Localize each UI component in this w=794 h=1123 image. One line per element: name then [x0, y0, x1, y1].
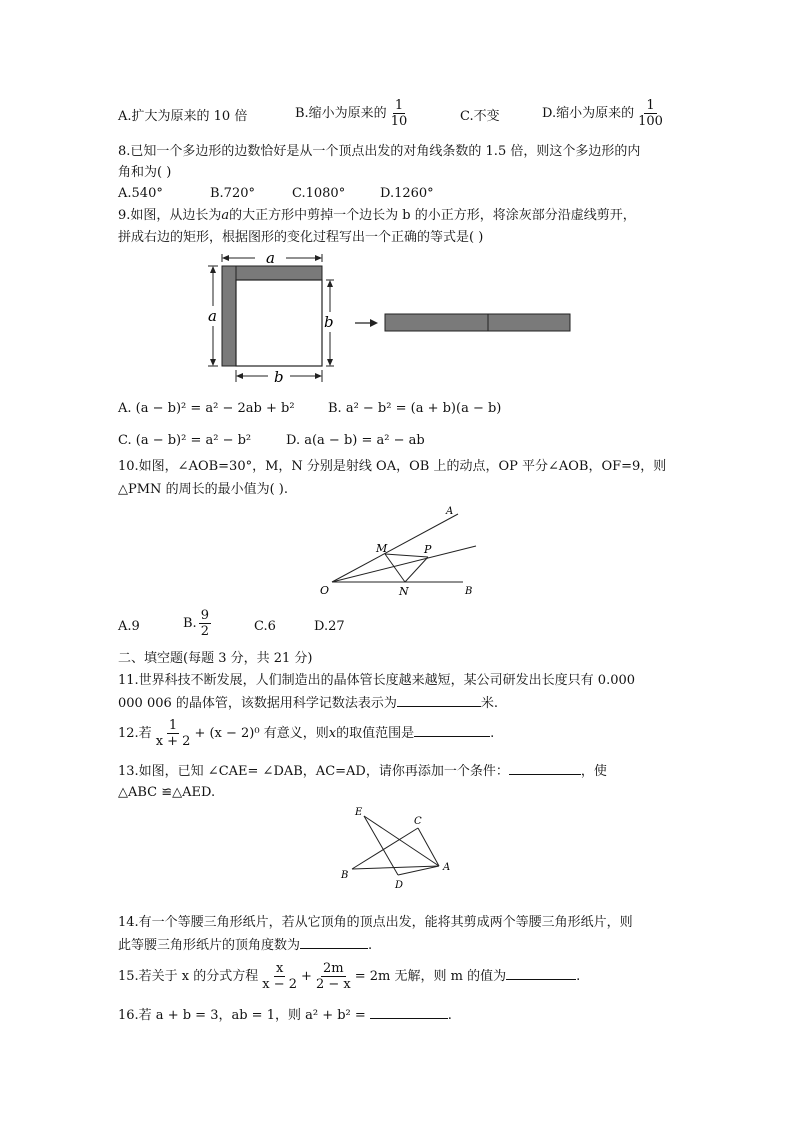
- q9-label-a-left: a: [208, 307, 217, 325]
- q10-stem-line1: 10.如图，∠AOB=30°，M，N 分别是射线 OA，OB 上的动点，OP 平分∠AOB，OF=9，则: [118, 459, 667, 474]
- fraction-numerator: 9: [200, 608, 209, 623]
- q12-expression: + (x − 2)⁰ 有意义，则: [194, 726, 329, 741]
- q10-angle-figure: [318, 502, 488, 602]
- transform-arrow-icon: [370, 319, 378, 327]
- q9-label-b-right: b: [324, 313, 334, 331]
- q9-variable-a: a: [221, 208, 230, 223]
- q9-stem-line2: 拼成右边的矩形，根据图形的变化过程写出一个正确的等式是( ): [118, 230, 484, 245]
- q15-stem-text: 15.若关于 x 的分式方程: [118, 969, 259, 984]
- segment-mp: [385, 554, 428, 557]
- q12-stem: [118, 718, 494, 749]
- arrow-down-icon: [210, 359, 216, 366]
- fraction-denominator: 100: [638, 114, 663, 129]
- fraction-numerator: 2m: [323, 961, 344, 976]
- q10-option-b: [183, 608, 213, 639]
- q7-option-b-fraction: [389, 98, 410, 129]
- q11-unit: 米.: [480, 696, 499, 711]
- fraction-numerator: 1: [646, 98, 655, 113]
- q9-gray-strip-left: [222, 266, 236, 366]
- q11-answer-blank[interactable]: [397, 694, 481, 707]
- arrow-up-icon: [210, 266, 216, 273]
- q12-answer-blank[interactable]: [414, 724, 490, 737]
- q10-option-b-fraction: [199, 608, 211, 639]
- q8-option-b: B.720°: [210, 186, 255, 201]
- segment-ca: [418, 828, 439, 866]
- point-label-d: D: [395, 880, 404, 891]
- q11-stem-line2: [118, 694, 498, 713]
- fraction-denominator: 10: [390, 114, 408, 129]
- arrow-right-icon: [315, 255, 322, 261]
- ray-oa: [332, 514, 458, 582]
- q10-option-c: C.6: [254, 619, 276, 634]
- point-label-a: A: [443, 862, 451, 873]
- ray-op: [332, 546, 476, 582]
- q7-option-d: [542, 98, 667, 129]
- fraction-denominator: 2: [200, 624, 209, 639]
- q15-stem: [118, 961, 580, 992]
- q10-option-d: D.27: [314, 619, 345, 634]
- arrow-up-icon: [327, 280, 333, 287]
- point-label-p: P: [424, 543, 432, 556]
- q8-stem-line2: 角和为( ): [118, 165, 172, 180]
- point-label-b: B: [341, 870, 349, 881]
- q13-stem-text: ，使: [580, 764, 607, 779]
- q15-fraction-2: [314, 961, 353, 992]
- q9-square-figure: [200, 250, 580, 390]
- q12-variable: x: [328, 726, 337, 741]
- q15-answer-blank[interactable]: [506, 967, 576, 980]
- q7-option-a: A.扩大为原来的 10 倍: [118, 109, 248, 124]
- q9-option-d: D. a(a − b) = a² − ab: [286, 433, 425, 448]
- q14-stem-line1: 14.有一个等腰三角形纸片，若从它顶角的顶点出发，能将其剪成两个等腰三角形纸片，则: [118, 915, 633, 930]
- q16-answer-blank[interactable]: [370, 1006, 448, 1019]
- q10-option-b-text: B.: [183, 616, 197, 631]
- segment-ea: [364, 816, 439, 866]
- q7-option-c: C.不变: [460, 109, 500, 124]
- fraction-denominator: x + 2: [155, 734, 191, 749]
- q15-stem-text: = 2m 无解，则 m 的值为: [354, 969, 507, 984]
- q7-option-b-text: B.缩小为原来的: [295, 106, 387, 121]
- q9-stem-line1: [118, 207, 636, 225]
- q15-fraction-1: [260, 961, 299, 992]
- point-label-b: B: [465, 586, 473, 597]
- q10-option-a: A.9: [118, 619, 140, 634]
- q14-answer-blank[interactable]: [300, 936, 368, 949]
- q11-stem-text: 000 006 的晶体管，该数据用科学记数法表示为: [118, 696, 397, 711]
- point-label-o: O: [320, 584, 330, 597]
- q12-period: .: [490, 726, 495, 741]
- point-label-e: E: [355, 807, 363, 818]
- point-label-c: C: [414, 816, 422, 827]
- q11-stem-line1: 11.世界科技不断发展，人们制造出的晶体管长度越来越短，某公司研发出长度只有 0.000: [118, 673, 636, 688]
- q13-answer-blank[interactable]: [509, 762, 581, 775]
- q9-option-b: B. a² − b² = (a + b)(a − b): [328, 401, 502, 416]
- point-label-a: A: [446, 506, 454, 517]
- point-label-n: N: [399, 585, 409, 598]
- q8-stem-line1: 8.已知一个多边形的边数恰好是从一个顶点出发的对角线条数的 1.5 倍，则这个多边形的内: [118, 144, 641, 159]
- q8-option-d: D.1260°: [380, 186, 434, 201]
- q9-small-square: [236, 280, 322, 366]
- q14-period: .: [368, 938, 373, 953]
- q15-period: .: [576, 969, 581, 984]
- fraction-denominator: x − 2: [262, 977, 298, 992]
- fraction-numerator: 1: [168, 718, 178, 733]
- q7-option-b: [295, 98, 411, 129]
- q9-gray-strip-top: [222, 266, 322, 280]
- q7-option-d-fraction: [636, 98, 665, 129]
- segment-bc: [352, 828, 418, 869]
- q9-label-a-top: a: [266, 249, 275, 267]
- q12-stem-text: 12.若: [118, 726, 152, 741]
- arrow-down-icon: [327, 359, 333, 366]
- section-heading-fill-in: 二、填空题(每题 3 分，共 21 分): [118, 651, 313, 666]
- fraction-denominator: 2 − x: [315, 977, 351, 992]
- q13-stem-line1: [118, 762, 607, 781]
- point-label-m: M: [376, 542, 388, 555]
- q8-option-c: C.1080°: [292, 186, 346, 201]
- q9-option-a: A. (a − b)² = a² − 2ab + b²: [118, 401, 295, 416]
- q13-stem-line2: △ABC ≌△AED.: [118, 785, 216, 800]
- q14-stem-line2: [118, 936, 372, 955]
- q7-option-d-text: D.缩小为原来的: [542, 106, 635, 121]
- q15-plus: +: [301, 969, 312, 984]
- q9-stem-text: 的大正方形中剪掉一个边长为 b 的小正方形，将涂灰部分沿虚线剪开，: [229, 208, 636, 223]
- q9-result-rectangle: [385, 314, 570, 331]
- q16-stem-text: 16.若 a + b = 3，ab = 1，则 a² + b² =: [118, 1008, 366, 1023]
- arrow-left-icon: [236, 373, 243, 379]
- q13-stem-text: 13.如图，已知 ∠CAE= ∠DAB，AC=AD，请你再添加一个条件：: [118, 764, 509, 779]
- q9-label-b-bottom: b: [274, 368, 284, 386]
- q16-stem: [118, 1006, 452, 1025]
- q12-fraction: [154, 718, 193, 749]
- q10-stem-line2: △PMN 的周长的最小值为( ).: [118, 482, 288, 497]
- arrow-left-icon: [222, 255, 229, 261]
- q8-option-a: A.540°: [118, 186, 163, 201]
- q9-stem-text: 9.如图，从边长为: [118, 208, 222, 223]
- fraction-numerator: x: [275, 961, 284, 976]
- fraction-numerator: 1: [394, 98, 404, 113]
- segment-ed: [364, 816, 398, 875]
- q13-triangle-figure: [338, 802, 468, 892]
- arrow-right-icon: [315, 373, 322, 379]
- q14-stem-text: 此等腰三角形纸片的顶角度数为: [118, 938, 301, 953]
- q12-stem-text: 的取值范围是: [336, 726, 415, 741]
- q16-period: .: [447, 1008, 452, 1023]
- q9-option-c: C. (a − b)² = a² − b²: [118, 433, 252, 448]
